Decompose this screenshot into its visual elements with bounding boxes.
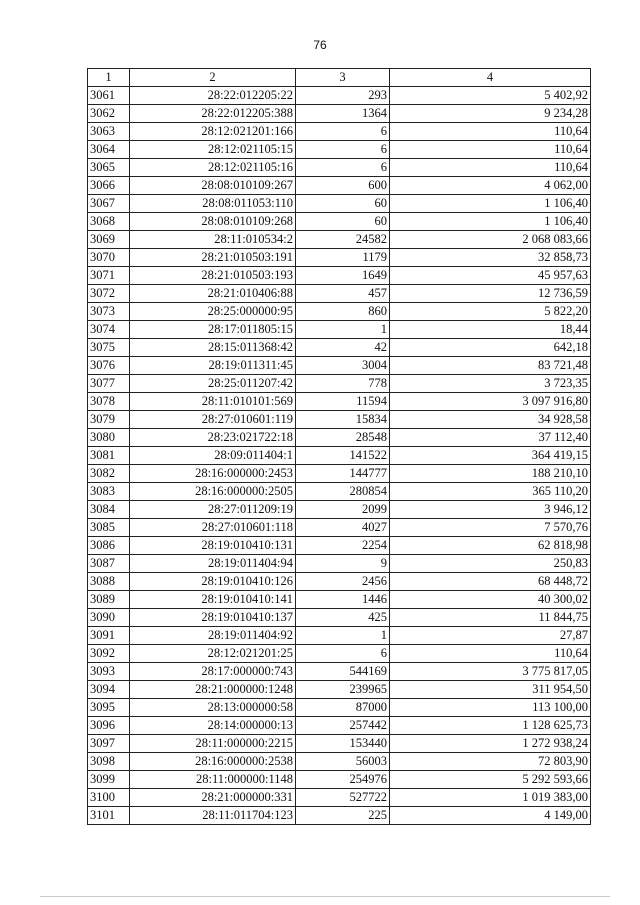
table-row xyxy=(88,501,591,519)
row-number-cell: 3078 xyxy=(88,393,130,411)
row-number-cell: 3067 xyxy=(88,195,130,213)
table-row xyxy=(88,159,591,177)
amount-cell: 5 292 593,66 xyxy=(390,771,591,789)
amount-cell: 27,87 xyxy=(390,627,591,645)
table-row xyxy=(88,105,591,123)
cadastral-number-cell: 28:21:010503:193 xyxy=(130,267,296,285)
table-row xyxy=(88,393,591,411)
row-number-cell: 3095 xyxy=(88,699,130,717)
cadastral-number-cell: 28:15:011368:42 xyxy=(130,339,296,357)
table-row xyxy=(88,447,591,465)
row-number-cell: 3086 xyxy=(88,537,130,555)
table-row xyxy=(88,789,591,807)
cadastral-number-cell: 28:09:011404:1 xyxy=(130,447,296,465)
area-cell: 2099 xyxy=(296,501,390,519)
row-number-cell: 3094 xyxy=(88,681,130,699)
cadastral-number-cell: 28:19:010410:126 xyxy=(130,573,296,591)
amount-cell: 110,64 xyxy=(390,159,591,177)
amount-cell: 110,64 xyxy=(390,123,591,141)
amount-cell: 1 106,40 xyxy=(390,195,591,213)
area-cell: 2456 xyxy=(296,573,390,591)
area-cell: 1 xyxy=(296,321,390,339)
amount-cell: 5 402,92 xyxy=(390,87,591,105)
table-row xyxy=(88,87,591,105)
cadastral-number-cell: 28:16:000000:2505 xyxy=(130,483,296,501)
area-cell: 544169 xyxy=(296,663,390,681)
amount-cell: 68 448,72 xyxy=(390,573,591,591)
area-cell: 3004 xyxy=(296,357,390,375)
row-number-cell: 3084 xyxy=(88,501,130,519)
table-row xyxy=(88,213,591,231)
table-row xyxy=(88,627,591,645)
table-row xyxy=(88,645,591,663)
cadastral-number-cell: 28:11:000000:2215 xyxy=(130,735,296,753)
cadastral-number-cell: 28:27:011209:19 xyxy=(130,501,296,519)
table-row xyxy=(88,321,591,339)
cadastral-number-cell: 28:11:010101:569 xyxy=(130,393,296,411)
area-cell: 42 xyxy=(296,339,390,357)
cadastral-number-cell: 28:13:000000:58 xyxy=(130,699,296,717)
cadastral-number-cell: 28:16:000000:2453 xyxy=(130,465,296,483)
row-number-cell: 3065 xyxy=(88,159,130,177)
amount-cell: 110,64 xyxy=(390,645,591,663)
area-cell: 24582 xyxy=(296,231,390,249)
table-row xyxy=(88,717,591,735)
table-body xyxy=(88,87,591,825)
amount-cell: 5 822,20 xyxy=(390,303,591,321)
amount-cell: 365 110,20 xyxy=(390,483,591,501)
amount-cell: 32 858,73 xyxy=(390,249,591,267)
amount-cell: 72 803,90 xyxy=(390,753,591,771)
row-number-cell: 3092 xyxy=(88,645,130,663)
table-row xyxy=(88,375,591,393)
cadastral-number-cell: 28:12:021201:25 xyxy=(130,645,296,663)
row-number-cell: 3072 xyxy=(88,285,130,303)
row-number-cell: 3077 xyxy=(88,375,130,393)
area-cell: 860 xyxy=(296,303,390,321)
table-row xyxy=(88,357,591,375)
area-cell: 280854 xyxy=(296,483,390,501)
table-row xyxy=(88,177,591,195)
cadastral-number-cell: 28:19:011404:94 xyxy=(130,555,296,573)
row-number-cell: 3073 xyxy=(88,303,130,321)
amount-cell: 1 128 625,73 xyxy=(390,717,591,735)
amount-cell: 1 272 938,24 xyxy=(390,735,591,753)
table-row xyxy=(88,123,591,141)
cadastral-number-cell: 28:08:010109:267 xyxy=(130,177,296,195)
column-header-4: 4 xyxy=(390,69,591,87)
row-number-cell: 3069 xyxy=(88,231,130,249)
row-number-cell: 3062 xyxy=(88,105,130,123)
table-row xyxy=(88,573,591,591)
table-row xyxy=(88,663,591,681)
area-cell: 527722 xyxy=(296,789,390,807)
table-row xyxy=(88,753,591,771)
row-number-cell: 3097 xyxy=(88,735,130,753)
table-row xyxy=(88,609,591,627)
row-number-cell: 3100 xyxy=(88,789,130,807)
row-number-cell: 3071 xyxy=(88,267,130,285)
amount-cell: 83 721,48 xyxy=(390,357,591,375)
amount-cell: 9 234,28 xyxy=(390,105,591,123)
amount-cell: 45 957,63 xyxy=(390,267,591,285)
cadastral-number-cell: 28:11:010534:2 xyxy=(130,231,296,249)
table-row xyxy=(88,681,591,699)
row-number-cell: 3063 xyxy=(88,123,130,141)
area-cell: 6 xyxy=(296,141,390,159)
row-number-cell: 3082 xyxy=(88,465,130,483)
row-number-cell: 3093 xyxy=(88,663,130,681)
cadastral-number-cell: 28:21:010406:88 xyxy=(130,285,296,303)
row-number-cell: 3066 xyxy=(88,177,130,195)
area-cell: 293 xyxy=(296,87,390,105)
amount-cell: 188 210,10 xyxy=(390,465,591,483)
row-number-cell: 3087 xyxy=(88,555,130,573)
amount-cell: 3 946,12 xyxy=(390,501,591,519)
amount-cell: 3 723,35 xyxy=(390,375,591,393)
cadastral-number-cell: 28:19:010410:131 xyxy=(130,537,296,555)
amount-cell: 37 112,40 xyxy=(390,429,591,447)
row-number-cell: 3101 xyxy=(88,807,130,825)
cadastral-number-cell: 28:27:010601:119 xyxy=(130,411,296,429)
row-number-cell: 3080 xyxy=(88,429,130,447)
row-number-cell: 3064 xyxy=(88,141,130,159)
area-cell: 153440 xyxy=(296,735,390,753)
cadastral-number-cell: 28:19:010410:141 xyxy=(130,591,296,609)
row-number-cell: 3083 xyxy=(88,483,130,501)
table-row xyxy=(88,735,591,753)
area-cell: 457 xyxy=(296,285,390,303)
amount-cell: 4 149,00 xyxy=(390,807,591,825)
cadastral-number-cell: 28:16:000000:2538 xyxy=(130,753,296,771)
page-number: 76 xyxy=(313,38,327,52)
cadastral-number-cell: 28:21:000000:1248 xyxy=(130,681,296,699)
cadastral-number-cell: 28:27:010601:118 xyxy=(130,519,296,537)
cadastral-number-cell: 28:23:021722:18 xyxy=(130,429,296,447)
amount-cell: 34 928,58 xyxy=(390,411,591,429)
table-row xyxy=(88,195,591,213)
amount-cell: 4 062,00 xyxy=(390,177,591,195)
table-row xyxy=(88,519,591,537)
row-number-cell: 3076 xyxy=(88,357,130,375)
cadastral-number-cell: 28:19:010410:137 xyxy=(130,609,296,627)
amount-cell: 1 106,40 xyxy=(390,213,591,231)
area-cell: 1 xyxy=(296,627,390,645)
amount-cell: 364 419,15 xyxy=(390,447,591,465)
cadastral-number-cell: 28:12:021105:16 xyxy=(130,159,296,177)
amount-cell: 12 736,59 xyxy=(390,285,591,303)
row-number-cell: 3089 xyxy=(88,591,130,609)
table-row xyxy=(88,591,591,609)
row-number-cell: 3099 xyxy=(88,771,130,789)
cadastral-number-cell: 28:12:021201:166 xyxy=(130,123,296,141)
area-cell: 9 xyxy=(296,555,390,573)
area-cell: 144777 xyxy=(296,465,390,483)
area-cell: 257442 xyxy=(296,717,390,735)
area-cell: 225 xyxy=(296,807,390,825)
data-table xyxy=(87,68,591,825)
area-cell: 1179 xyxy=(296,249,390,267)
row-number-cell: 3070 xyxy=(88,249,130,267)
cadastral-number-cell: 28:25:000000:95 xyxy=(130,303,296,321)
row-number-cell: 3068 xyxy=(88,213,130,231)
amount-cell: 18,44 xyxy=(390,321,591,339)
cadastral-number-cell: 28:08:011053:110 xyxy=(130,195,296,213)
table-row xyxy=(88,699,591,717)
area-cell: 87000 xyxy=(296,699,390,717)
cadastral-number-cell: 28:17:000000:743 xyxy=(130,663,296,681)
table-row xyxy=(88,141,591,159)
cadastral-number-cell: 28:17:011805:15 xyxy=(130,321,296,339)
area-cell: 60 xyxy=(296,213,390,231)
area-cell: 254976 xyxy=(296,771,390,789)
amount-cell: 2 068 083,66 xyxy=(390,231,591,249)
amount-cell: 40 300,02 xyxy=(390,591,591,609)
amount-cell: 250,83 xyxy=(390,555,591,573)
table-row xyxy=(88,771,591,789)
area-cell: 60 xyxy=(296,195,390,213)
cadastral-number-cell: 28:19:011404:92 xyxy=(130,627,296,645)
cadastral-number-cell: 28:11:000000:1148 xyxy=(130,771,296,789)
row-number-cell: 3081 xyxy=(88,447,130,465)
area-cell: 56003 xyxy=(296,753,390,771)
column-header-2: 2 xyxy=(130,69,296,87)
cadastral-number-cell: 28:21:010503:191 xyxy=(130,249,296,267)
table-row xyxy=(88,231,591,249)
cadastral-number-cell: 28:21:000000:331 xyxy=(130,789,296,807)
table-row xyxy=(88,339,591,357)
row-number-cell: 3075 xyxy=(88,339,130,357)
table-row xyxy=(88,483,591,501)
area-cell: 1649 xyxy=(296,267,390,285)
area-cell: 28548 xyxy=(296,429,390,447)
area-cell: 1446 xyxy=(296,591,390,609)
table-header-row xyxy=(88,69,591,87)
row-number-cell: 3085 xyxy=(88,519,130,537)
area-cell: 141522 xyxy=(296,447,390,465)
row-number-cell: 3088 xyxy=(88,573,130,591)
amount-cell: 110,64 xyxy=(390,141,591,159)
row-number-cell: 3061 xyxy=(88,87,130,105)
area-cell: 778 xyxy=(296,375,390,393)
area-cell: 6 xyxy=(296,159,390,177)
table-row xyxy=(88,429,591,447)
page-bottom-rule xyxy=(40,896,610,897)
cadastral-number-cell: 28:12:021105:15 xyxy=(130,141,296,159)
amount-cell: 1 019 383,00 xyxy=(390,789,591,807)
amount-cell: 642,18 xyxy=(390,339,591,357)
area-cell: 600 xyxy=(296,177,390,195)
area-cell: 6 xyxy=(296,123,390,141)
row-number-cell: 3074 xyxy=(88,321,130,339)
table-row xyxy=(88,411,591,429)
table-row xyxy=(88,249,591,267)
table-row xyxy=(88,807,591,825)
area-cell: 1364 xyxy=(296,105,390,123)
area-cell: 6 xyxy=(296,645,390,663)
cadastral-number-cell: 28:22:012205:388 xyxy=(130,105,296,123)
area-cell: 4027 xyxy=(296,519,390,537)
cadastral-number-cell: 28:11:011704:123 xyxy=(130,807,296,825)
row-number-cell: 3079 xyxy=(88,411,130,429)
column-header-1: 1 xyxy=(88,69,130,87)
cadastral-number-cell: 28:25:011207:42 xyxy=(130,375,296,393)
cadastral-number-cell: 28:19:011311:45 xyxy=(130,357,296,375)
area-cell: 15834 xyxy=(296,411,390,429)
cadastral-number-cell: 28:22:012205:22 xyxy=(130,87,296,105)
amount-cell: 3 775 817,05 xyxy=(390,663,591,681)
amount-cell: 62 818,98 xyxy=(390,537,591,555)
table-row xyxy=(88,285,591,303)
area-cell: 239965 xyxy=(296,681,390,699)
table-row xyxy=(88,465,591,483)
area-cell: 2254 xyxy=(296,537,390,555)
table-row xyxy=(88,555,591,573)
area-cell: 425 xyxy=(296,609,390,627)
row-number-cell: 3098 xyxy=(88,753,130,771)
column-header-3: 3 xyxy=(296,69,390,87)
table-row xyxy=(88,267,591,285)
row-number-cell: 3091 xyxy=(88,627,130,645)
table-row xyxy=(88,537,591,555)
cadastral-number-cell: 28:14:000000:13 xyxy=(130,717,296,735)
amount-cell: 11 844,75 xyxy=(390,609,591,627)
amount-cell: 7 570,76 xyxy=(390,519,591,537)
amount-cell: 311 954,50 xyxy=(390,681,591,699)
amount-cell: 113 100,00 xyxy=(390,699,591,717)
cadastral-number-cell: 28:08:010109:268 xyxy=(130,213,296,231)
area-cell: 11594 xyxy=(296,393,390,411)
row-number-cell: 3096 xyxy=(88,717,130,735)
amount-cell: 3 097 916,80 xyxy=(390,393,591,411)
table-row xyxy=(88,303,591,321)
row-number-cell: 3090 xyxy=(88,609,130,627)
